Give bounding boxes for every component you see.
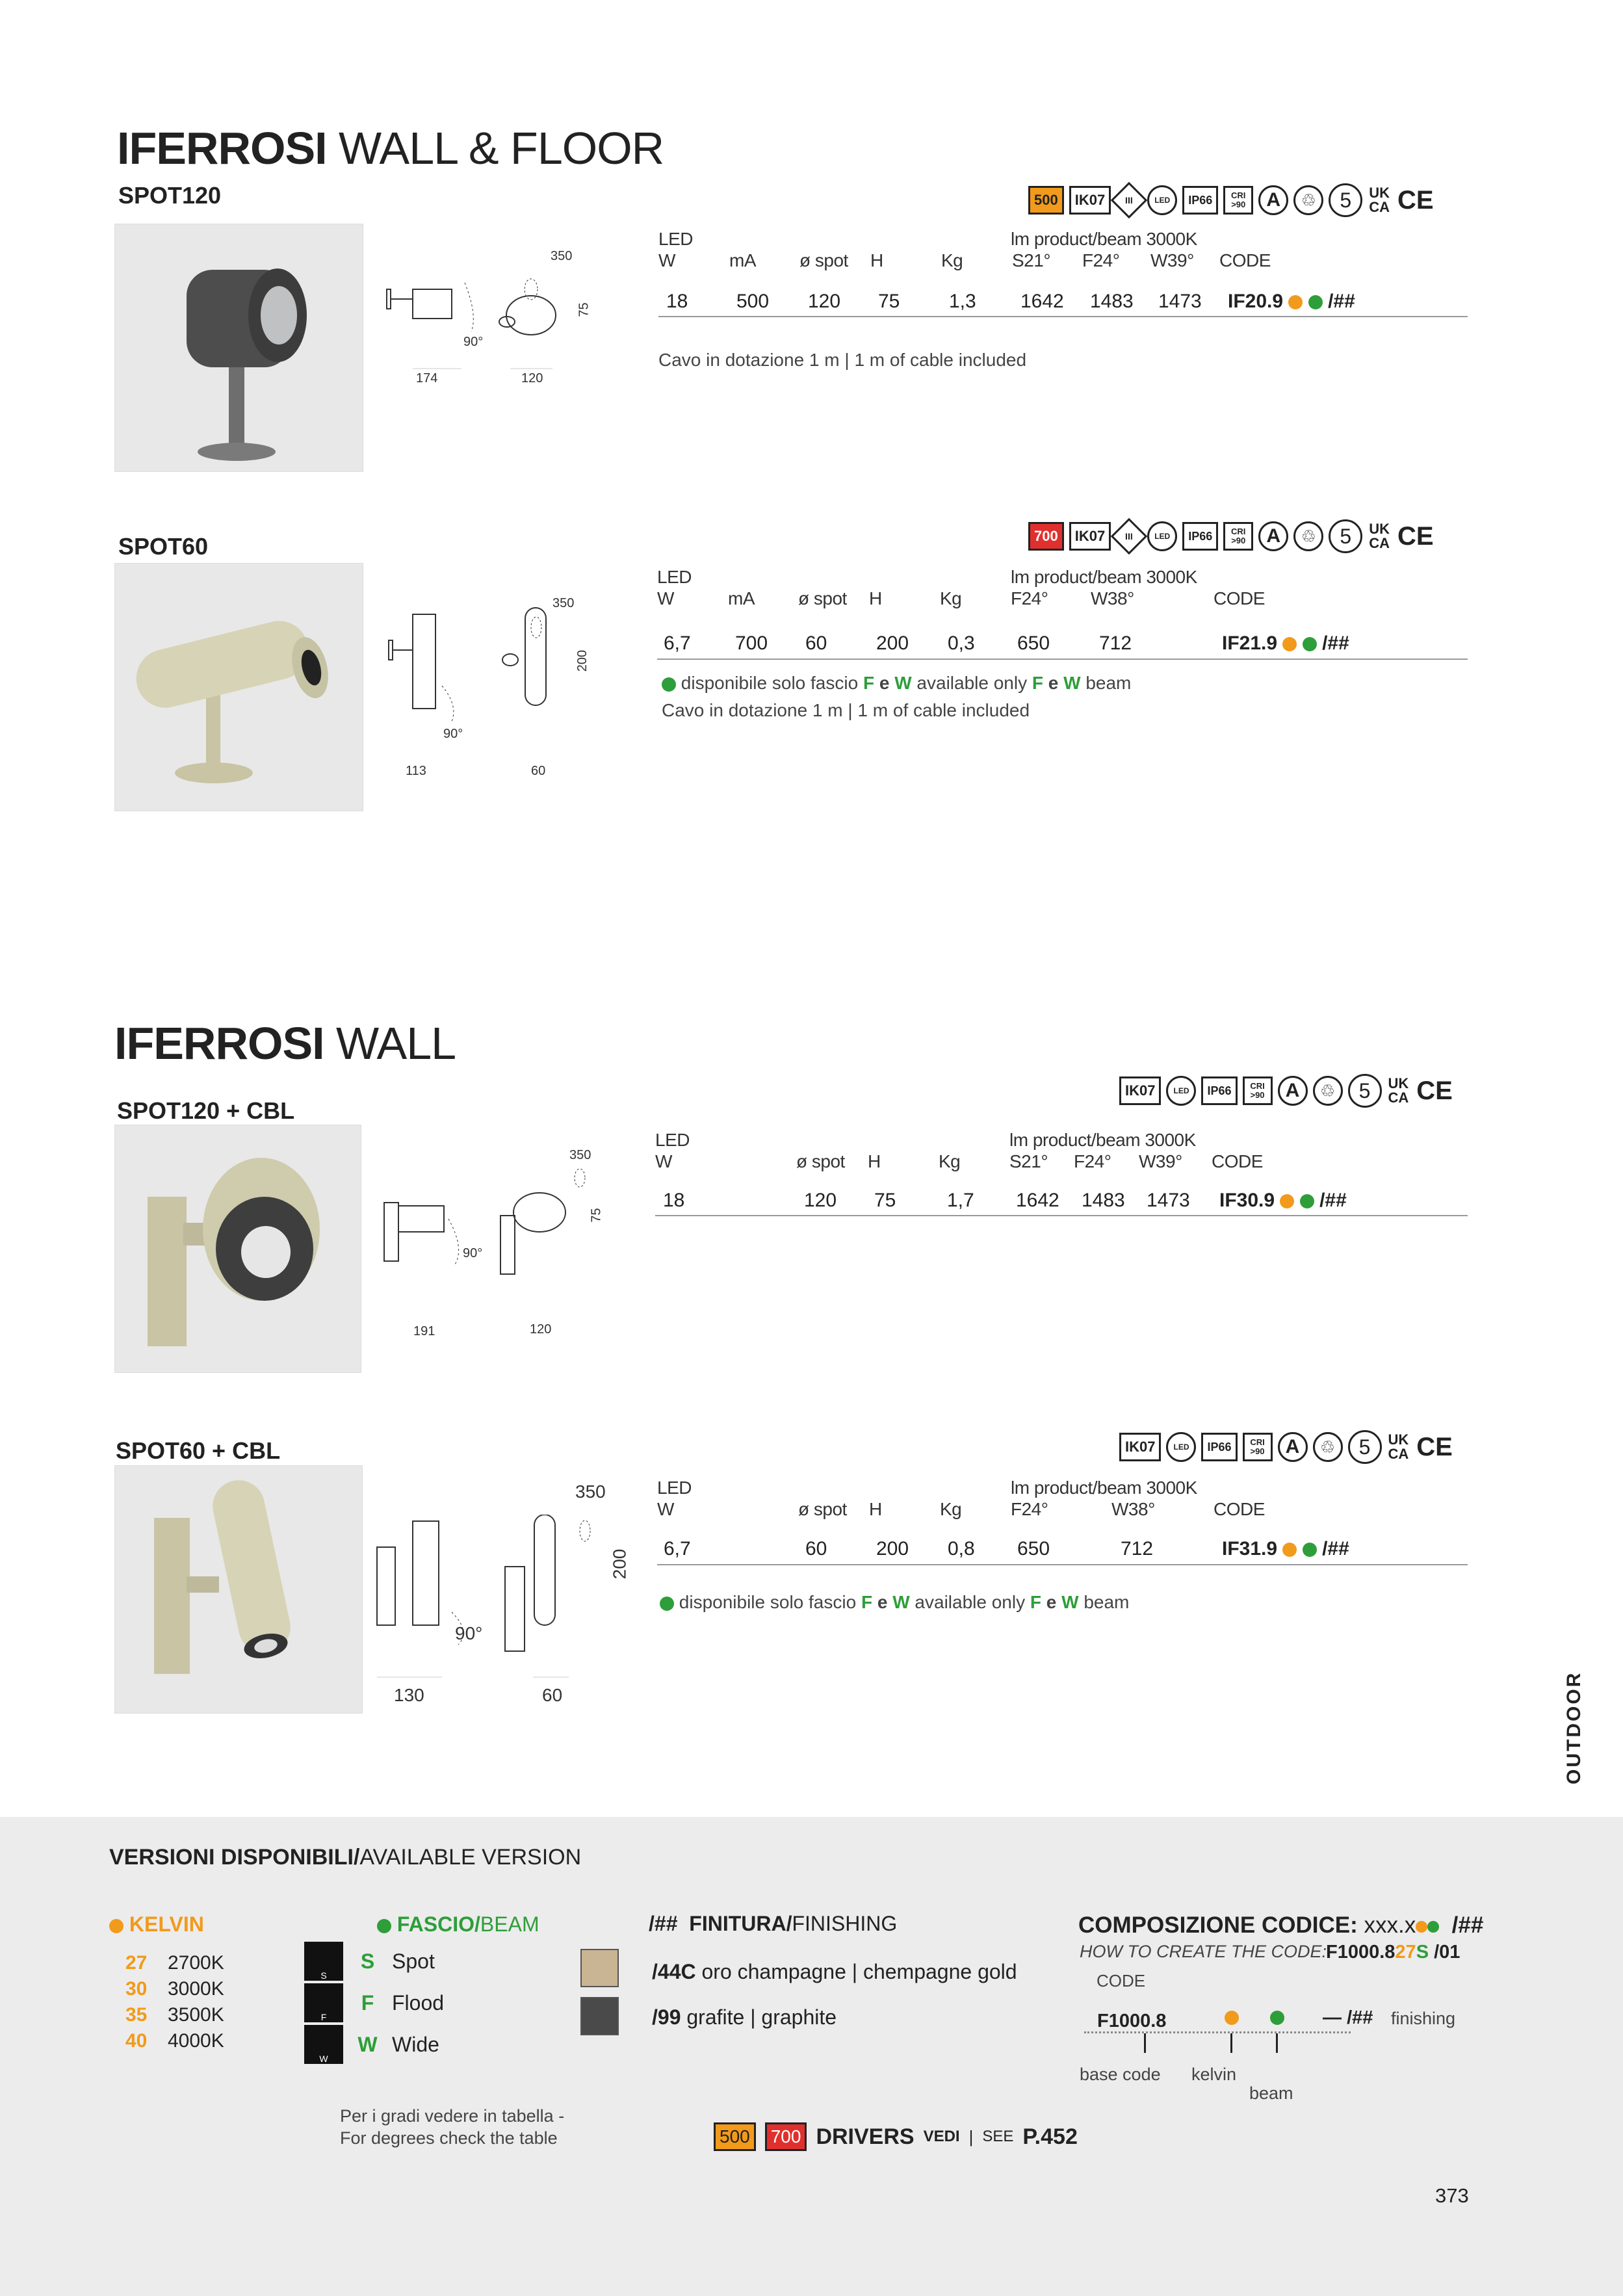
ce-icon: CE: [1416, 1076, 1453, 1105]
kelvin-dot: [1416, 1921, 1427, 1933]
recycle-icon: ♲: [1293, 185, 1323, 215]
code-cell: IF21.9 /##: [1222, 633, 1349, 654]
col-s21: S21°: [1012, 250, 1051, 270]
table-head-lm: lm product/beam 3000K: [1011, 567, 1197, 587]
ik07-icon: IK07: [1069, 186, 1111, 215]
certification-icons: [1119, 1428, 1454, 1467]
col-code: CODE: [1214, 1499, 1265, 1519]
title-bold: IFERROSI: [114, 1018, 324, 1069]
ik07-icon: IK07: [1119, 1433, 1161, 1461]
ukca-icon: UK CA: [1369, 521, 1390, 551]
col-h: H: [869, 1499, 882, 1519]
dim-height: 350: [569, 1148, 591, 1162]
versions-heading: VERSIONI DISPONIBILI/AVAILABLE VERSION: [109, 1845, 582, 1870]
beam-dot: [660, 1597, 674, 1611]
tick: [1230, 2033, 1232, 2053]
kelvin-word: kelvin: [1191, 2065, 1237, 2084]
ik07-icon: IK07: [1119, 1076, 1161, 1105]
product-name: SPOT120: [118, 182, 222, 209]
finish-heading: /## FINITURA/FINISHING: [649, 1912, 898, 1935]
class3-icon: III: [1111, 518, 1148, 555]
code-cell: IF30.9 /##: [1219, 1190, 1347, 1211]
col-kg: Kg: [941, 250, 963, 270]
beam-dot: [1308, 295, 1323, 309]
technical-drawing: [380, 1151, 608, 1300]
dim-length: 191: [413, 1324, 435, 1338]
cell: 18: [663, 1190, 685, 1211]
col-f24: F24°: [1011, 588, 1048, 608]
section-title: [114, 1017, 456, 1069]
cell: 6,7: [664, 1538, 691, 1559]
beam-dot: [1270, 2011, 1284, 2025]
base-code-label: base code: [1080, 2065, 1161, 2084]
cell: 1,3: [949, 291, 976, 312]
kelvin-dot: [1282, 637, 1297, 651]
kelvin-dot: [1282, 1543, 1297, 1557]
col-w: W: [657, 588, 674, 608]
ukca-icon: UK CA: [1388, 1431, 1409, 1462]
product-photo: [114, 1465, 363, 1714]
col-s21: S21°: [1009, 1151, 1048, 1171]
cell: 0,8: [948, 1538, 975, 1559]
col-w: W: [655, 1151, 672, 1171]
product-photo: [114, 224, 363, 472]
code-example: F1000.827S /01: [1326, 1942, 1461, 1963]
technical-drawing: [380, 588, 601, 751]
driver-500-badge: 500: [1028, 186, 1064, 215]
cell: 712: [1099, 633, 1132, 654]
col-f24: F24°: [1082, 250, 1120, 270]
cell: 6,7: [664, 633, 691, 654]
cri-icon: CRI >90: [1223, 522, 1253, 551]
col-w: W: [658, 250, 675, 270]
kelvin-label: KELVIN: [109, 1912, 204, 1937]
energy-a-icon: A: [1278, 1076, 1308, 1106]
flood-beam-icon: F: [304, 1983, 343, 2022]
cell: 60: [805, 633, 827, 654]
beam-dot: [662, 677, 676, 692]
cell: 712: [1121, 1538, 1154, 1559]
cri-icon: CRI >90: [1243, 1076, 1273, 1105]
kelvin-list: [125, 1950, 224, 2054]
certification-icons: [1028, 517, 1435, 556]
dim-depth: 75: [577, 302, 591, 317]
table-head-lm: lm product/beam 3000K: [1011, 229, 1197, 249]
dim-length: 113: [406, 764, 426, 778]
dim-width: 120: [521, 371, 543, 385]
ip66-icon: IP66: [1201, 1076, 1237, 1105]
beam-dot: [377, 1919, 391, 1933]
cell: 500: [736, 291, 770, 312]
ce-icon: CE: [1397, 521, 1434, 551]
warranty-5-icon: 5: [1329, 183, 1362, 217]
ce-icon: CE: [1416, 1432, 1453, 1461]
beam-list: [304, 1940, 444, 2065]
code-composition-heading: COMPOSIZIONE CODICE: xxx.x /##: [1078, 1912, 1484, 1938]
col-spot: ø spot: [798, 588, 847, 608]
cell: 700: [735, 633, 768, 654]
beam-dot: [1303, 1543, 1317, 1557]
swatch-champagne: [580, 1949, 619, 1987]
tick: [1144, 2033, 1146, 2053]
beam-dot: [1303, 637, 1317, 651]
finish-code: — /##: [1323, 2007, 1373, 2028]
beam-note: disponibile solo fascio F e W available only F e W beam: [660, 1592, 1129, 1613]
cell: 200: [876, 1538, 909, 1559]
recycle-icon: ♲: [1293, 521, 1323, 551]
list-item: F F Flood: [304, 1982, 444, 2024]
spot-beam-icon: S: [304, 1942, 343, 1981]
title-bold: IFERROSI: [117, 123, 327, 174]
recycle-icon: ♲: [1313, 1076, 1343, 1106]
col-spot: ø spot: [796, 1151, 845, 1171]
cell: 60: [805, 1538, 827, 1559]
col-w38: W38°: [1111, 1499, 1155, 1519]
driver-700-badge: 700: [765, 2122, 807, 2151]
cell: 650: [1017, 633, 1050, 654]
dim-width: 120: [530, 1322, 552, 1337]
section-title: [117, 122, 664, 174]
col-kg: Kg: [940, 588, 962, 608]
led-included-icon: LED: [1147, 185, 1177, 215]
side-tab-outdoor: OUTDOOR: [1563, 1671, 1585, 1784]
kelvin-dot: [1225, 2011, 1239, 2025]
beam-note: Per i gradi vedere in tabella - For degrees check the table: [340, 2106, 565, 2148]
dim-height: 350: [575, 1481, 606, 1502]
tick: [1276, 2033, 1278, 2053]
col-kg: Kg: [939, 1151, 961, 1171]
recycle-icon: ♲: [1313, 1432, 1343, 1462]
col-w: W: [657, 1499, 674, 1519]
dim-width: 60: [542, 1685, 563, 1705]
beam-dot: [1300, 1194, 1314, 1208]
kelvin-dot: [109, 1919, 123, 1933]
cri-icon: CRI >90: [1243, 1433, 1273, 1461]
finishing-label: finishing: [1391, 2009, 1456, 2028]
product-photo: [114, 1125, 361, 1373]
ik07-icon: IK07: [1069, 522, 1111, 551]
product-name: SPOT120 + CBL: [117, 1097, 295, 1124]
dim-height: 350: [552, 596, 575, 610]
cell: 1483: [1090, 291, 1134, 312]
ukca-icon: UK CA: [1369, 185, 1390, 215]
list-item: W W Wide: [304, 2024, 444, 2065]
dim-angle: 90°: [443, 727, 463, 741]
cell: 1473: [1158, 291, 1202, 312]
list-item: S S Spot: [304, 1940, 444, 1982]
table-head-lm: lm product/beam 3000K: [1011, 1478, 1197, 1498]
title-light: WALL & FLOOR: [339, 123, 664, 174]
driver-700-badge: 700: [1028, 522, 1064, 551]
code-cell: IF20.9 /##: [1228, 291, 1355, 312]
cell: 120: [804, 1190, 837, 1211]
cable-note: Cavo in dotazione 1 m | 1 m of cable included: [662, 700, 1030, 720]
table-head-led: LED: [658, 229, 693, 249]
col-f24: F24°: [1074, 1151, 1111, 1171]
dim-angle: 90°: [463, 1246, 483, 1260]
swatch-graphite: [580, 1997, 619, 2035]
cell: 1642: [1020, 291, 1064, 312]
dim-angle: 90°: [455, 1623, 483, 1643]
divider: [655, 1215, 1468, 1216]
technical-drawing: [380, 250, 601, 380]
cell: 1642: [1016, 1190, 1059, 1211]
code-label: CODE: [1097, 1971, 1146, 1990]
led-included-icon: LED: [1147, 521, 1177, 551]
code-cell: IF31.9 /##: [1222, 1538, 1349, 1559]
led-included-icon: LED: [1166, 1432, 1196, 1462]
divider: [658, 316, 1468, 317]
ip66-icon: IP66: [1182, 186, 1218, 215]
cell: 75: [878, 291, 900, 312]
col-spot: ø spot: [799, 250, 848, 270]
certification-icons: [1028, 181, 1435, 220]
energy-a-icon: A: [1258, 185, 1288, 215]
dim-angle: 90°: [463, 335, 484, 349]
col-code: CODE: [1219, 250, 1271, 270]
col-code: CODE: [1214, 588, 1265, 608]
col-code: CODE: [1212, 1151, 1263, 1171]
list-item: 40 4000K: [125, 2030, 224, 2052]
ip66-icon: IP66: [1201, 1433, 1237, 1461]
cell: 0,3: [948, 633, 975, 654]
dim-height: 350: [551, 249, 573, 263]
ip66-icon: IP66: [1182, 522, 1218, 551]
cell: 1,7: [947, 1190, 974, 1211]
col-ma: mA: [728, 588, 755, 608]
dim-depth: 200: [575, 649, 590, 672]
drivers-line: 500 700 DRIVERS VEDI | SEE P.452: [714, 2122, 1078, 2151]
driver-500-badge: 500: [714, 2122, 756, 2151]
cell: 200: [876, 633, 909, 654]
kelvin-dot: [1288, 295, 1303, 309]
footer-panel: [0, 1817, 1623, 2296]
col-w38: W38°: [1091, 588, 1134, 608]
cell: 75: [874, 1190, 896, 1211]
code-underline: [1084, 2031, 1351, 2033]
col-ma: mA: [729, 250, 756, 270]
how-to-label: HOW TO CREATE THE CODE:: [1080, 1942, 1327, 1961]
col-kg: Kg: [940, 1499, 962, 1519]
cell: 650: [1017, 1538, 1050, 1559]
dim-length: 130: [394, 1685, 424, 1705]
energy-a-icon: A: [1258, 521, 1288, 551]
finish-item: /44C oro champagne | chempagne gold: [652, 1960, 1017, 1983]
divider: [657, 1564, 1468, 1565]
table-head-lm: lm product/beam 3000K: [1009, 1130, 1196, 1150]
ce-icon: CE: [1397, 185, 1434, 215]
col-h: H: [870, 250, 883, 270]
class3-icon: III: [1111, 182, 1148, 219]
energy-a-icon: A: [1278, 1432, 1308, 1462]
col-w39: W39°: [1139, 1151, 1182, 1171]
product-name: SPOT60: [118, 533, 209, 560]
col-h: H: [869, 588, 882, 608]
kelvin-dot: [1280, 1194, 1294, 1208]
cable-note: Cavo in dotazione 1 m | 1 m of cable included: [658, 350, 1027, 370]
ukca-icon: UK CA: [1388, 1075, 1409, 1106]
list-item: 30 3000K: [125, 1978, 224, 2000]
cell: 1483: [1082, 1190, 1125, 1211]
certification-icons: [1119, 1071, 1454, 1110]
beam-word: beam: [1249, 2083, 1293, 2103]
product-name: SPOT60 + CBL: [116, 1437, 281, 1464]
list-item: 27 2700K: [125, 1952, 224, 1974]
product-photo: [114, 563, 363, 811]
warranty-5-icon: 5: [1348, 1074, 1382, 1108]
beam-label: FASCIO/BEAM: [377, 1912, 539, 1937]
dim-width: 60: [531, 764, 546, 778]
table-head-led: LED: [657, 1478, 692, 1498]
cell: 1473: [1147, 1190, 1190, 1211]
beam-note: disponibile solo fascio F e W available only F e W beam: [662, 673, 1131, 694]
dim-depth: 75: [589, 1208, 604, 1223]
page-ref-link[interactable]: P.452: [1022, 2124, 1078, 2149]
table-head-led: LED: [657, 567, 692, 587]
warranty-5-icon: 5: [1329, 519, 1362, 553]
divider: [657, 659, 1468, 660]
col-w39: W39°: [1150, 250, 1194, 270]
warranty-5-icon: 5: [1348, 1430, 1382, 1464]
base-code-value: F1000.8: [1097, 2011, 1167, 2031]
beam-dot: [1427, 1921, 1439, 1933]
table-head-led: LED: [655, 1130, 690, 1150]
col-spot: ø spot: [798, 1499, 847, 1519]
technical-drawing: [374, 1515, 621, 1684]
page-number: 373: [1435, 2184, 1469, 2207]
cell: 18: [666, 291, 688, 312]
dim-depth: 200: [609, 1548, 630, 1580]
cri-icon: CRI >90: [1223, 186, 1253, 215]
title-light: WALL: [336, 1018, 456, 1069]
list-item: 35 3500K: [125, 2004, 224, 2026]
col-h: H: [868, 1151, 881, 1171]
cell: 120: [808, 291, 841, 312]
dim-length: 174: [416, 371, 438, 385]
col-f24: F24°: [1011, 1499, 1048, 1519]
finish-item: /99 grafite | graphite: [652, 2005, 837, 2029]
led-included-icon: LED: [1166, 1076, 1196, 1106]
wide-beam-icon: W: [304, 2025, 343, 2064]
